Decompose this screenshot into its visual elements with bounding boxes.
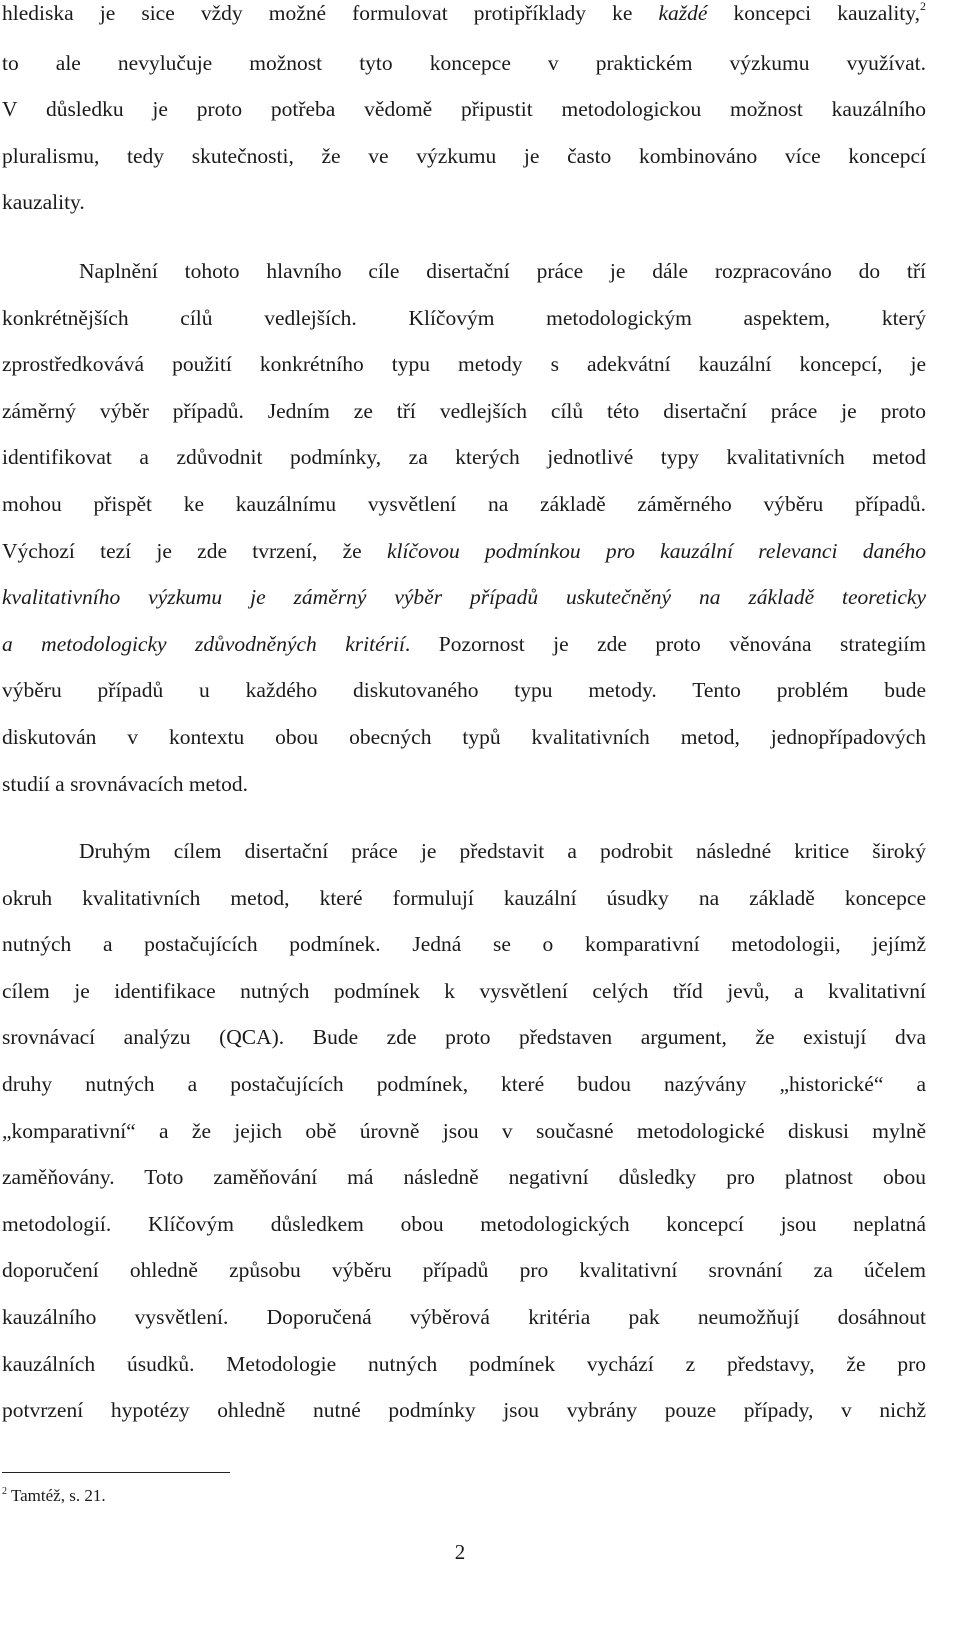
text-line: konkrétnějších cílů vedlejších. Klíčovým metodologickým aspektem, který [2, 305, 926, 330]
footnote-marker: 2 [2, 1486, 7, 1497]
text-line: záměrný výběr případů. Jedním ze tří vedlejších cílů této disertační práce je proto [2, 398, 926, 423]
text-line: studií a srovnávacích metod. [2, 771, 248, 796]
text-line: „komparativní“ a že jejich obě úrovně jsou v současné metodologické diskusi mylně [2, 1118, 926, 1143]
text-line: Naplnění tohoto hlavního cíle disertační práce je dále rozpracováno do tří [79, 259, 926, 283]
text-line: diskutován v kontextu obou obecných typů kvalitativních metod, jednopřípadových [2, 724, 926, 749]
text-line: V důsledku je proto potřeba vědomě připustit metodologickou možnost kauzálního [2, 97, 926, 122]
paragraph-1 [2, 0, 926, 226]
text-line: a metodologicky zdůvodněných kritérií. Pozornost je zde proto věnována strategiím [2, 631, 926, 656]
text-line: kvalitativního výzkumu je záměrný výběr případů uskutečněný na základě teoreticky [2, 585, 926, 610]
text-line: okruh kvalitativních metod, které formulují kauzální úsudky na základě koncepce [2, 885, 926, 910]
text-line: výběru případů u každého diskutovaného typu metody. Tento problém bude [2, 678, 926, 703]
text-line: druhy nutných a postačujících podmínek, které budou nazývány „historické“ a [2, 1071, 926, 1096]
text-line: pluralismu, tedy skutečnosti, že ve výzkumu je často kombinováno více koncepcí [2, 143, 926, 168]
text-line: to ale nevylučuje možnost tyto koncepce v praktickém výzkumu využívat. [2, 50, 926, 75]
footnote-reference[interactable]: 2 [920, 0, 926, 13]
text-line: hlediska je sice vždy možné formulovat protipříklady ke každé koncepci kauzality,$^2$ [2, 0, 926, 25]
text-line: Výchozí tezí je zde tvrzení, že klíčovou podmínkou pro kauzální relevanci daného [2, 538, 927, 563]
text-line: Druhým cílem disertační práce je představit a podrobit následné kritice široký [79, 839, 926, 863]
text-line: kauzality. [2, 190, 85, 215]
text-line: nutných a postačujících podmínek. Jedná se o komparativní metodologii, jejímž [2, 932, 926, 957]
text-line: kauzálního vysvětlení. Doporučená výběrová kritéria pak neumožňují dosáhnout [2, 1304, 926, 1329]
text-line: zaměňovány. Toto zaměňování má následně negativní důsledky pro platnost obou [2, 1165, 926, 1190]
page-number: 2 [454, 1540, 466, 1564]
text-line: doporučení ohledně způsobu výběru případů pro kvalitativní srovnání za účelem [2, 1258, 926, 1283]
text-line: kauzálních úsudků. Metodologie nutných podmínek vychází z představy, že pro [2, 1351, 926, 1376]
paragraph-3 [2, 828, 926, 1434]
footnote-text: Tamtéž, s. 21. [7, 1486, 106, 1505]
paragraph-2 [2, 248, 926, 807]
text-line: identifikovat a zdůvodnit podmínky, za kterých jednotlivé typy kvalitativních metod [2, 445, 926, 470]
footnote [2, 1484, 106, 1511]
text-line: mohou přispět ke kauzálnímu vysvětlení na základě záměrného výběru případů. [2, 491, 926, 516]
footnote-separator [2, 1472, 230, 1473]
text-line: potvrzení hypotézy ohledně nutné podmínky jsou vybrány pouze případy, v nichž [2, 1398, 926, 1423]
text-line: zprostředkovává použití konkrétního typu metody s adekvátní kauzální koncepcí, je [2, 352, 926, 377]
text-line: metodologií. Klíčovým důsledkem obou metodologických koncepcí jsou neplatná [2, 1211, 926, 1236]
text-line: srovnávací analýzu (QCA). Bude zde proto představen argument, že existují dva [2, 1025, 926, 1050]
text-line: cílem je identifikace nutných podmínek k vysvětlení celých tříd jevů, a kvalitativní [2, 978, 926, 1003]
